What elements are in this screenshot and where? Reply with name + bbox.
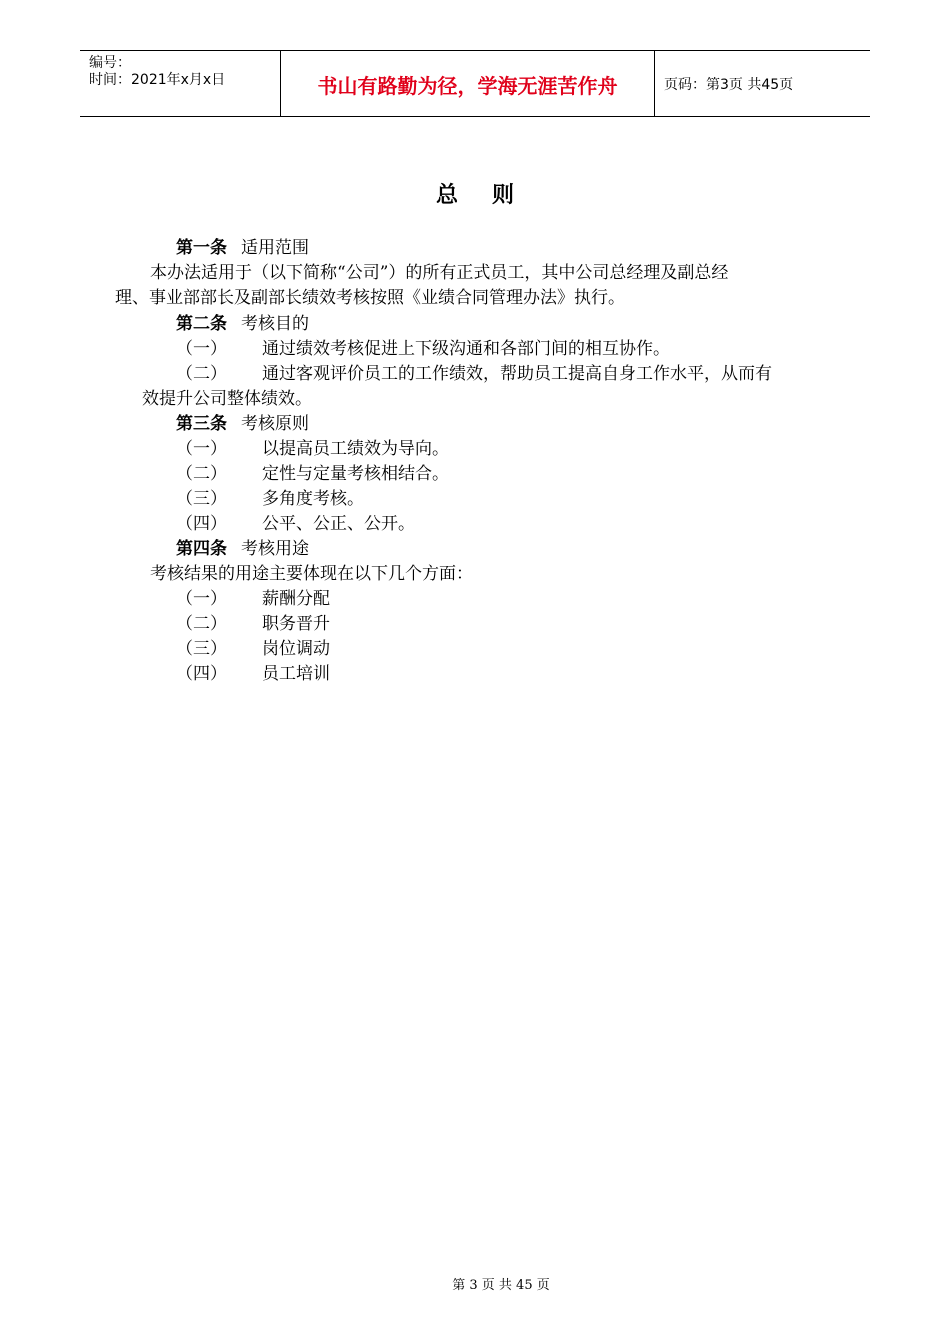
serial-number-label: 编号：: [89, 55, 131, 71]
article-2-heading: [176, 312, 309, 337]
paragraph-line: 本办法适用于（以下简称“公司”）的所有正式员工，其中公司总经理及副总经: [150, 263, 729, 283]
article-1-heading: [176, 236, 309, 261]
list-item: [176, 662, 330, 687]
article-3-heading: [176, 412, 309, 437]
list-number: （三）: [176, 639, 227, 659]
list-item-continuation: 效提升公司整体绩效。: [142, 389, 312, 409]
list-number: （二）: [176, 364, 227, 384]
list-text: 公平、公正、公开。: [262, 514, 415, 534]
list-number: （一）: [176, 439, 227, 459]
list-item: [176, 637, 330, 662]
article-4-heading: [176, 537, 309, 562]
article-number: 第二条: [176, 314, 227, 334]
list-item: [176, 462, 449, 487]
list-item: [176, 337, 670, 362]
list-item: [176, 437, 449, 462]
list-item: [176, 362, 772, 387]
header-motto: 书山有路勤为径，学海无涯苦作舟: [281, 51, 655, 116]
time-label: 时间：2021年x月x日: [89, 72, 226, 88]
article-title: 考核原则: [241, 414, 309, 434]
page-footer: 第 3 页 共 45 页: [452, 1278, 550, 1293]
article-number: 第四条: [176, 539, 227, 559]
list-number: （一）: [176, 589, 227, 609]
list-number: （一）: [176, 339, 227, 359]
list-text: 员工培训: [262, 664, 330, 684]
page-header: [80, 50, 870, 117]
list-item: [176, 487, 364, 512]
article-title: 考核用途: [241, 539, 309, 559]
article-number: 第三条: [176, 414, 227, 434]
list-number: （四）: [176, 514, 227, 534]
list-text: 职务晋升: [262, 614, 330, 634]
list-number: （三）: [176, 489, 227, 509]
list-number: （二）: [176, 464, 227, 484]
list-text: 通过绩效考核促进上下级沟通和各部门间的相互协作。: [262, 339, 670, 359]
document-title: 总则: [435, 183, 548, 208]
list-text: 以提高员工绩效为导向。: [262, 439, 449, 459]
header-meta: [80, 51, 281, 116]
list-text: 多角度考核。: [262, 489, 364, 509]
list-item: [176, 512, 415, 537]
header-page-number: 页码：第3页 共45页: [664, 76, 794, 93]
list-text: 通过客观评价员工的工作绩效，帮助员工提高自身工作水平，从而有: [262, 364, 772, 384]
article-title: 考核目的: [241, 314, 309, 334]
article-title: 适用范围: [241, 238, 309, 258]
list-number: （二）: [176, 614, 227, 634]
list-text: 薪酬分配: [262, 589, 330, 609]
article-number: 第一条: [176, 238, 227, 258]
list-item: [176, 612, 330, 637]
paragraph-line: 考核结果的用途主要体现在以下几个方面：: [150, 564, 473, 584]
list-number: （四）: [176, 664, 227, 684]
list-text: 定性与定量考核相结合。: [262, 464, 449, 484]
list-text: 岗位调动: [262, 639, 330, 659]
list-item: [176, 587, 330, 612]
paragraph-line: 理、事业部部长及副部长绩效考核按照《业绩合同管理办法》执行。: [115, 288, 625, 308]
